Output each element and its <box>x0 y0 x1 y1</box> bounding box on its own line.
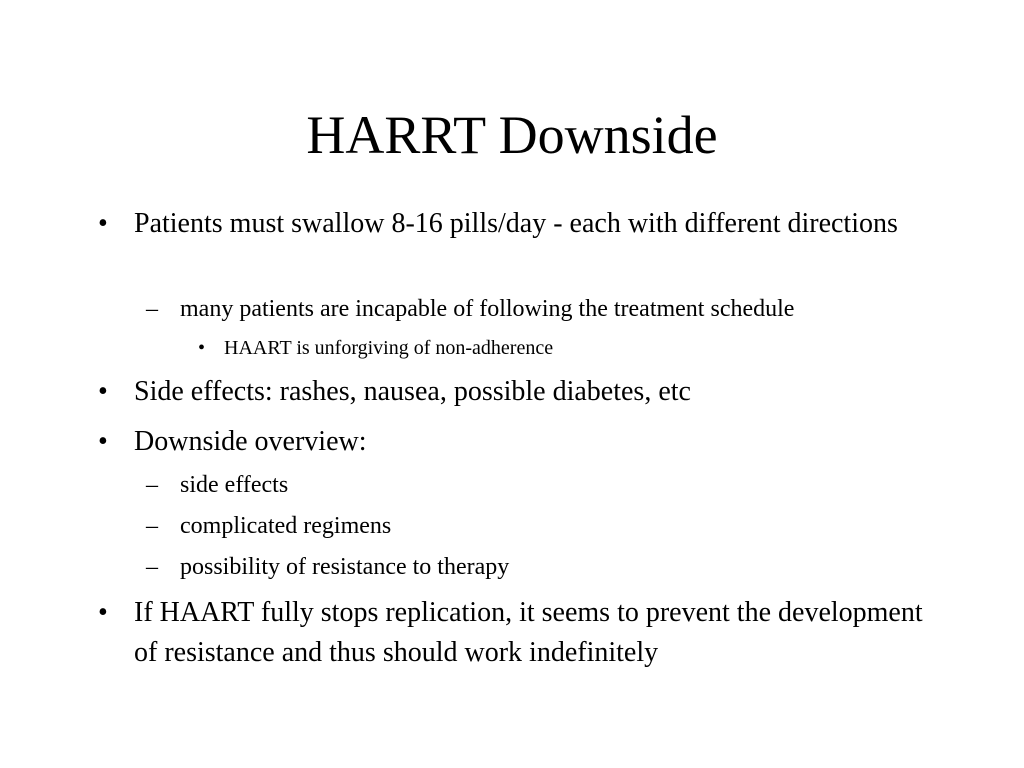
bullet-marker: • <box>98 426 108 457</box>
sub-item-resistance <box>146 550 926 584</box>
bullet-marker: • <box>98 597 108 628</box>
sub-item-side-effects <box>146 468 926 502</box>
bullet-item-pill-burden <box>98 204 938 244</box>
bullet-marker: • <box>98 208 108 239</box>
dash-marker: – <box>146 554 158 580</box>
dash-marker: – <box>146 472 158 498</box>
sub-item-complicated-regimens <box>146 509 926 543</box>
sub-item-text: many patients are incapable of following the treatment schedule <box>180 296 795 322</box>
bullet-item-side-effects <box>98 372 938 412</box>
sub-item-text: complicated regimens <box>180 513 392 539</box>
dash-marker: – <box>146 296 158 322</box>
sub-sub-item-non-adherence <box>198 334 918 362</box>
bullet-text: Patients must swallow 8-16 pills/day - each with different directions <box>134 208 898 239</box>
sub-sub-item-text: HAART is unforgiving of non-adherence <box>224 337 554 359</box>
sub-item-text: side effects <box>180 472 289 498</box>
bullet-marker: • <box>98 376 108 407</box>
bullet-text: If HAART fully stops replication, it seems to prevent the development of resistance and thus should work indefinitely <box>134 597 923 668</box>
bullet-item-indefinite-efficacy <box>98 593 938 673</box>
bullet-item-downside-overview <box>98 422 938 462</box>
sub-item-treatment-schedule <box>146 292 926 326</box>
bullet-marker: • <box>198 337 206 359</box>
dash-marker: – <box>146 513 158 539</box>
bullet-text: Downside overview: <box>134 426 367 457</box>
sub-item-text: possibility of resistance to therapy <box>180 554 510 580</box>
slide-title: HARRT Downside <box>306 105 718 165</box>
bullet-text: Side effects: rashes, nausea, possible diabetes, etc <box>134 376 691 407</box>
